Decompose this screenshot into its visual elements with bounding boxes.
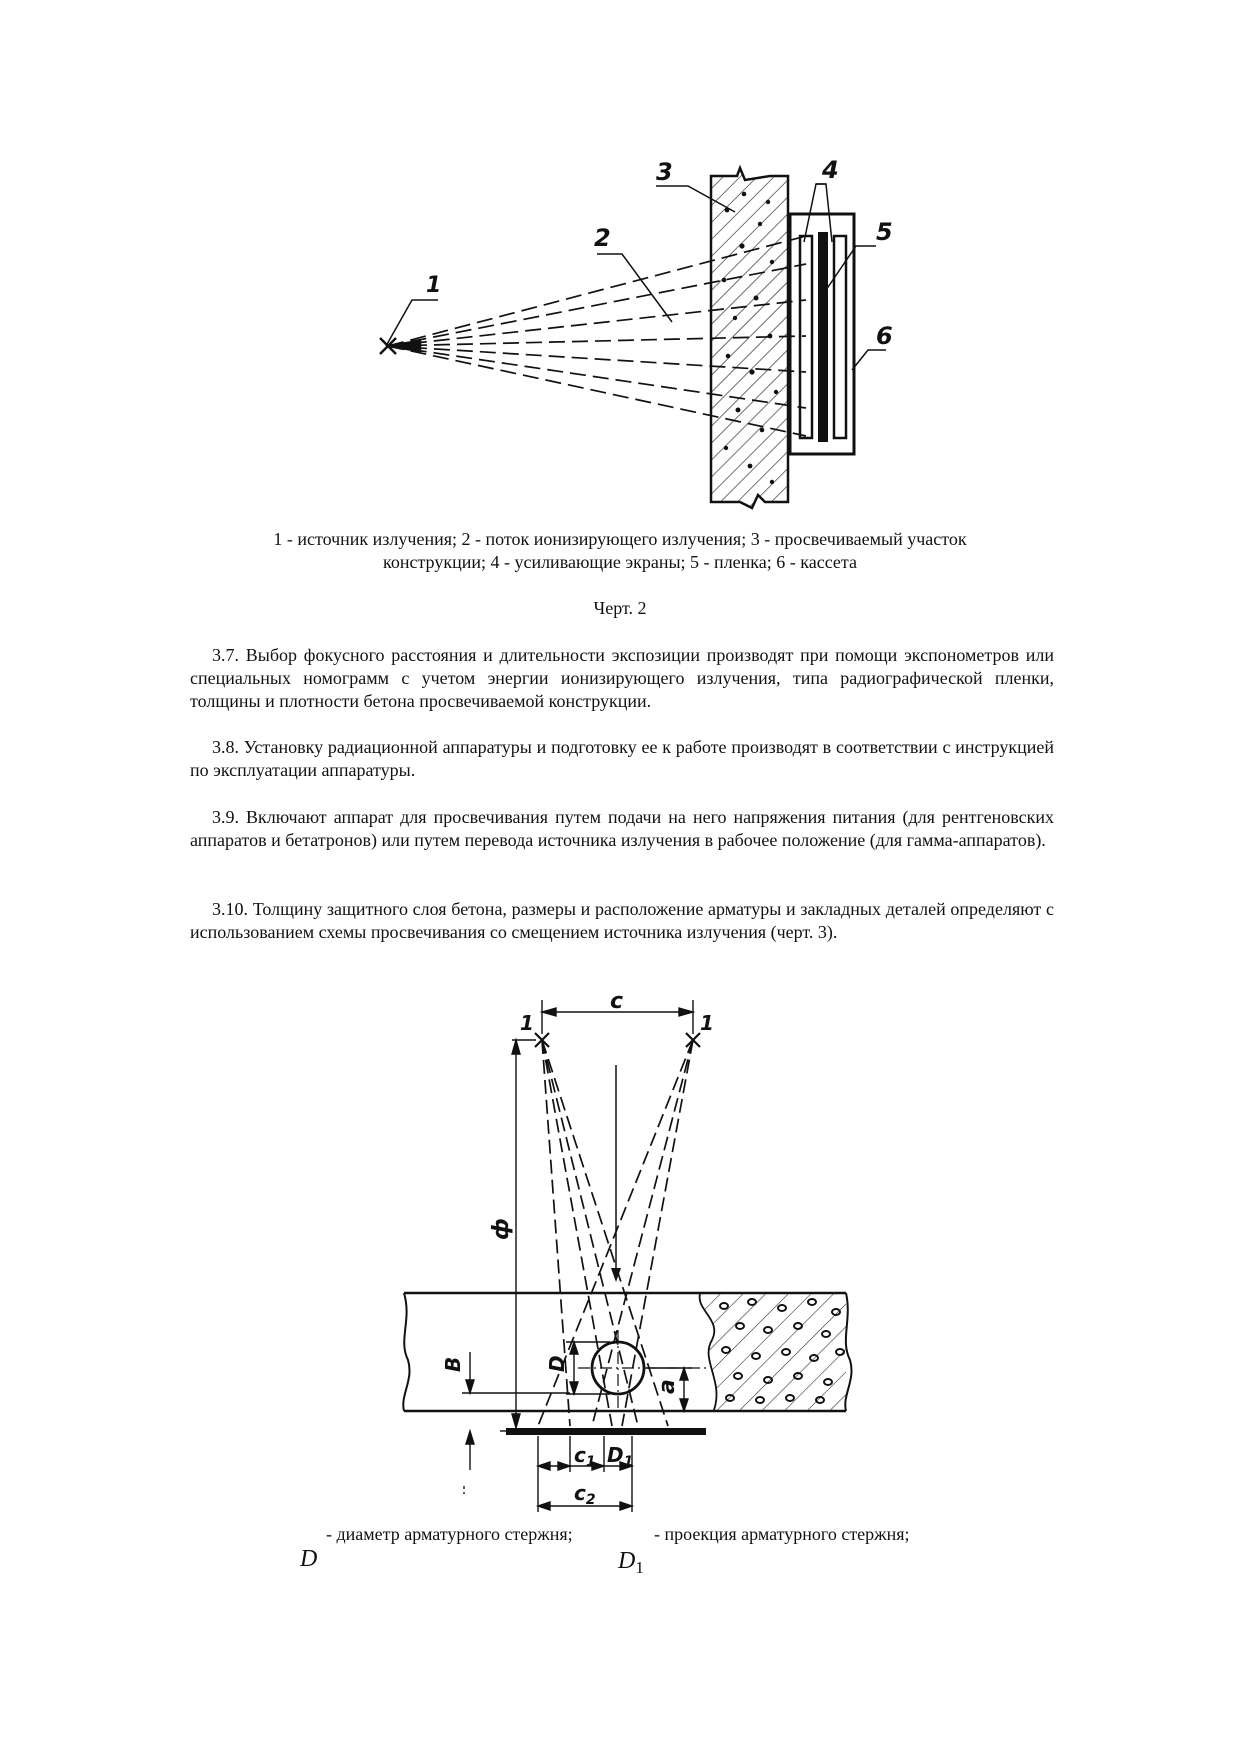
label-2: 2 bbox=[594, 224, 611, 252]
paragraph-3-10: 3.10. Толщину защитного слоя бетона, размеры и расположение арматуры и закладных деталей определяют с использованием схемы просвечивания со смещением источника излучения (черт. 3). bbox=[190, 899, 1054, 942]
label-d1: $D_1$ bbox=[607, 1443, 634, 1470]
film bbox=[818, 232, 828, 442]
figure-radiography-scheme bbox=[0, 0, 1240, 540]
label-a: a bbox=[655, 1379, 680, 1394]
caption-line-2: конструкции; 4 - усиливающие экраны; 5 - пленка; 6 - кассета bbox=[383, 552, 857, 572]
film-plate bbox=[506, 1428, 706, 1435]
figure-caption bbox=[190, 528, 1050, 574]
label-source-right: 1 bbox=[700, 1011, 714, 1035]
label-6: 6 bbox=[876, 322, 893, 350]
legend-d1-symbol: $D_1$ bbox=[618, 1548, 644, 1577]
figure-offset-scheme bbox=[0, 990, 1240, 1590]
legend-d-symbol: D bbox=[300, 1546, 318, 1572]
paragraph-3-7: 3.7. Выбор фокусного расстояния и длительности экспозиции производят при помощи экспонометров или специальных номограмм с учетом энергии ионизирующего излучения, типа радиографической пленки, толщины и плотности бетона просвечиваемой конструкции. bbox=[190, 645, 1054, 711]
sources bbox=[535, 1033, 700, 1047]
cassette bbox=[790, 214, 854, 454]
paragraph-3-9: 3.9. Включают аппарат для просвечивания путем подачи на него напряжения питания (для рентгеновских аппаратов и бетатронов) или путем перевода источника излучения в рабочее положение (для гамма-аппаратов). bbox=[190, 807, 1054, 850]
legend-d-text: - диаметр арматурного стержня; bbox=[326, 1524, 573, 1544]
label-phi: ф bbox=[489, 1218, 514, 1240]
caption-line-1: 1 - источник излучения; 2 - поток ионизирующего излучения; 3 - просвечиваемый участок bbox=[273, 529, 967, 549]
label-c2: $c_2$ bbox=[574, 1481, 596, 1508]
legend-d1-text: - проекция арматурного стержня; bbox=[654, 1524, 910, 1544]
label-source-left: 1 bbox=[520, 1011, 534, 1035]
label-1: 1 bbox=[426, 273, 442, 298]
label-c: c bbox=[610, 990, 624, 1014]
figure-title: Черт. 2 bbox=[593, 598, 647, 618]
label-4: 4 bbox=[822, 156, 839, 184]
paragraph-3-8: 3.8. Установку радиационной аппаратуры и подготовку ее к работе производят в соответствии с инструкцией по эксплуатации аппаратуры. bbox=[190, 737, 1054, 780]
label-c1: $c_1$ bbox=[574, 1443, 596, 1470]
label-3: 3 bbox=[656, 158, 673, 186]
label-d: D bbox=[545, 1355, 569, 1372]
label-b: B bbox=[441, 1356, 465, 1372]
label-5: 5 bbox=[876, 218, 893, 246]
